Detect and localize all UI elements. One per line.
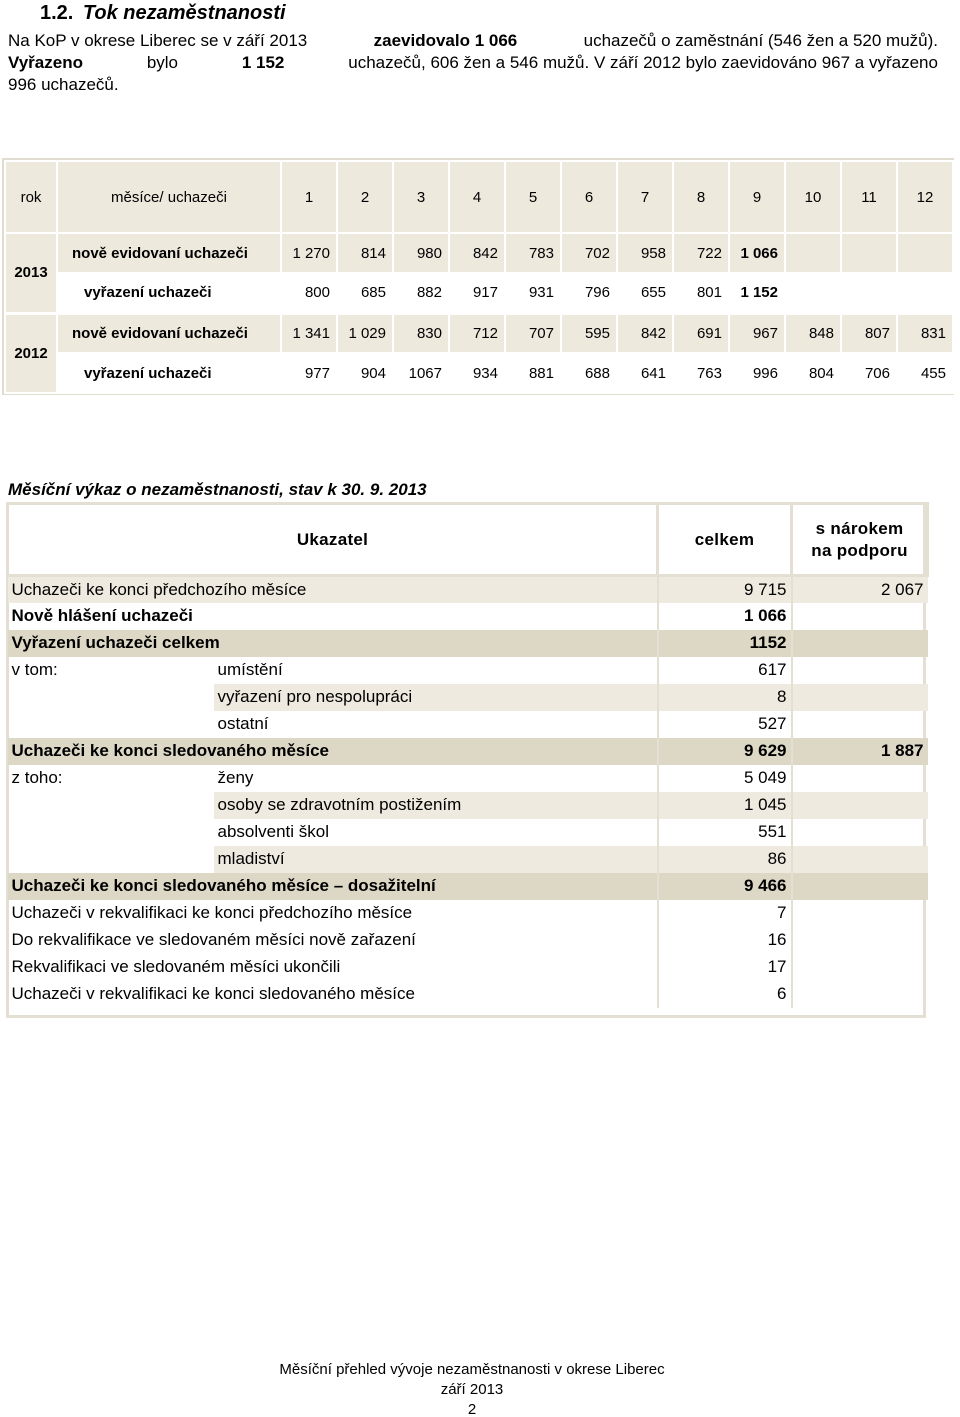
celkem-value: 551: [658, 819, 792, 846]
value-cell: 830: [393, 313, 449, 353]
narok-value: [792, 630, 928, 657]
value-cell: 848: [785, 313, 841, 353]
group-label: [8, 711, 214, 738]
narok-value: [792, 819, 928, 846]
value-cell: [841, 273, 897, 313]
group-label: [8, 846, 214, 873]
footer-title: Měsíční přehled vývoje nezaměstnanosti v okrese Liberec: [279, 1361, 665, 1378]
value-cell: 831: [897, 313, 953, 353]
header-cell: 2: [337, 161, 393, 233]
value-cell: 842: [449, 233, 505, 273]
header-cell: 10: [785, 161, 841, 233]
table1-header-row: [5, 161, 953, 233]
narok-value: [792, 981, 928, 1008]
value-cell: 917: [449, 273, 505, 313]
celkem-value: 9 466: [658, 873, 792, 900]
celkem-value: 1 066: [658, 603, 792, 630]
value-cell: 1 066: [729, 233, 785, 273]
table-row: [5, 353, 953, 393]
value-cell: 967: [729, 313, 785, 353]
table-row: [8, 576, 928, 603]
value-cell: 842: [617, 313, 673, 353]
table-row: [8, 954, 928, 981]
narok-value: 1 887: [792, 738, 928, 765]
celkem-value: 1 045: [658, 792, 792, 819]
value-cell: 804: [785, 353, 841, 393]
table-row: [8, 927, 928, 954]
value-cell: 455: [897, 353, 953, 393]
indicator-label: Uchazeči ke konci předchozího měsíce: [8, 576, 658, 603]
celkem-value: 9 715: [658, 576, 792, 603]
table-row: [8, 981, 928, 1008]
celkem-value: 9 629: [658, 738, 792, 765]
narok-value: [792, 603, 928, 630]
value-cell: 1 270: [281, 233, 337, 273]
intro-text: uchazečů, 606 žen a 546 mužů. V září 2012 bylo zaevidováno 967 a vyřazeno: [348, 53, 938, 72]
indicator-sublabel: osoby se zdravotním postižením: [214, 792, 658, 819]
row-label: vyřazení uchazeči: [57, 273, 281, 313]
indicator-sublabel: ženy: [217, 768, 254, 787]
header-cell: 4: [449, 161, 505, 233]
celkem-value: 86: [658, 846, 792, 873]
celkem-value: 6: [658, 981, 792, 1008]
indicator-sublabel: mladiství: [214, 846, 658, 873]
value-cell: 977: [281, 353, 337, 393]
intro-line-2: [8, 52, 938, 74]
intro-bold: zaevidovalo 1 066: [373, 31, 518, 50]
table2-header-row: [8, 504, 928, 576]
table-row: [8, 738, 928, 765]
table-row: [8, 819, 928, 846]
value-cell: 814: [337, 233, 393, 273]
narok-value: [792, 711, 928, 738]
value-cell: 882: [393, 273, 449, 313]
narok-value: 2 067: [792, 576, 928, 603]
intro-paragraph: [8, 30, 938, 96]
value-cell: 1 341: [281, 313, 337, 353]
value-cell: 706: [841, 353, 897, 393]
celkem-value: 527: [658, 711, 792, 738]
row-label: vyřazení uchazeči: [57, 353, 281, 393]
intro-text: Na KoP v okrese Liberec se v září 2013: [8, 31, 308, 50]
value-cell: 691: [673, 313, 729, 353]
value-cell: 783: [505, 233, 561, 273]
value-cell: 712: [449, 313, 505, 353]
table-row: [8, 711, 928, 738]
header-cell: 6: [561, 161, 617, 233]
narok-value: [792, 927, 928, 954]
header-cell: rok: [5, 161, 57, 233]
value-cell: 702: [561, 233, 617, 273]
indicator-label: Rekvalifikaci ve sledovaném měsíci ukončili: [11, 957, 341, 976]
table-row: [5, 233, 953, 273]
header-cell: 11: [841, 161, 897, 233]
page-footer: [0, 1360, 944, 1417]
header-cell: 12: [897, 161, 953, 233]
value-cell: 685: [337, 273, 393, 313]
header-cell: 5: [505, 161, 561, 233]
header-narok: [792, 504, 928, 576]
table-row: [8, 846, 928, 873]
value-cell: 641: [617, 353, 673, 393]
value-cell: 796: [561, 273, 617, 313]
value-cell: 931: [505, 273, 561, 313]
header-cell: 9: [729, 161, 785, 233]
celkem-value: 617: [658, 657, 792, 684]
value-cell: [897, 273, 953, 313]
intro-line-1: [8, 30, 938, 52]
table-row: [8, 630, 928, 657]
indicator-label: Nově hlášení uchazeči: [11, 606, 193, 625]
table-row: [8, 900, 928, 927]
header-celkem: celkem: [658, 504, 792, 576]
indicator-label: Do rekvalifikace ve sledovaném měsíci nově zařazení: [11, 930, 416, 949]
table-row: [5, 273, 953, 313]
narok-value: [792, 684, 928, 711]
table-row: [8, 873, 928, 900]
celkem-value: 16: [658, 927, 792, 954]
value-cell: 807: [841, 313, 897, 353]
row-label: nově evidovaní uchazeči: [57, 313, 281, 353]
celkem-value: 7: [658, 900, 792, 927]
value-cell: 595: [561, 313, 617, 353]
value-cell: 904: [337, 353, 393, 393]
indicator-label: Uchazeči v rekvalifikaci ke konci předchozího měsíce: [11, 903, 413, 922]
value-cell: [897, 233, 953, 273]
indicator-sublabel: vyřazení pro nespolupráci: [214, 684, 658, 711]
value-cell: [785, 273, 841, 313]
value-cell: 1067: [393, 353, 449, 393]
header-cell: 3: [393, 161, 449, 233]
row-label: nově evidovaní uchazeči: [57, 233, 281, 273]
indicator-label: Uchazeči ke konci sledovaného měsíce: [8, 738, 658, 765]
narok-value: [792, 657, 928, 684]
value-cell: 881: [505, 353, 561, 393]
narok-value: [792, 873, 928, 900]
value-cell: [785, 233, 841, 273]
group-label: [8, 792, 214, 819]
intro-bold: Vyřazeno: [8, 53, 83, 72]
table2-caption: Měsíční výkaz o nezaměstnanosti, stav k 30. 9. 2013: [8, 480, 427, 499]
value-cell: 800: [281, 273, 337, 313]
celkem-value: 8: [658, 684, 792, 711]
narok-value: [792, 900, 928, 927]
monthly-flow-table: [4, 160, 954, 394]
header-cell: 1: [281, 161, 337, 233]
value-cell: 707: [505, 313, 561, 353]
group-label: [8, 819, 214, 846]
table-row: [8, 657, 928, 684]
value-cell: [841, 233, 897, 273]
indicator-label: Uchazeči v rekvalifikaci ke konci sledovaného měsíce: [11, 984, 415, 1003]
value-cell: 996: [729, 353, 785, 393]
value-cell: 763: [673, 353, 729, 393]
group-label: [8, 684, 214, 711]
intro-line-3: 996 uchazečů.: [8, 75, 119, 94]
header-ukazatel: Ukazatel: [8, 504, 658, 576]
value-cell: 688: [561, 353, 617, 393]
section-number: 1.2.: [40, 2, 74, 24]
value-cell: 655: [617, 273, 673, 313]
value-cell: 801: [673, 273, 729, 313]
header-cell: měsíce/ uchazeči: [57, 161, 281, 233]
section-heading: [40, 2, 286, 25]
group-label: v tom:: [11, 660, 58, 679]
table-row: [8, 603, 928, 630]
table-row: [5, 313, 953, 353]
intro-text: bylo: [146, 53, 178, 72]
value-cell: 722: [673, 233, 729, 273]
indicator-sublabel: ostatní: [217, 714, 269, 733]
indicator-label: Vyřazení uchazeči celkem: [8, 630, 658, 657]
header-narok-line2: na podporu: [811, 540, 908, 560]
narok-value: [792, 792, 928, 819]
value-cell: 958: [617, 233, 673, 273]
indicator-sublabel: absolventi škol: [217, 822, 330, 841]
header-cell: 7: [617, 161, 673, 233]
intro-bold: 1 152: [241, 53, 285, 72]
year-cell: 2013: [5, 233, 57, 313]
indicator-label: Uchazeči ke konci sledovaného měsíce – dosažitelní: [8, 873, 658, 900]
section-title: Tok nezaměstnanosti: [82, 2, 286, 24]
celkem-value: 17: [658, 954, 792, 981]
value-cell: 1 152: [729, 273, 785, 313]
group-label: z toho:: [11, 768, 63, 787]
year-cell: 2012: [5, 313, 57, 393]
value-cell: 934: [449, 353, 505, 393]
value-cell: 1 029: [337, 313, 393, 353]
celkem-value: 5 049: [658, 765, 792, 792]
value-cell: 980: [393, 233, 449, 273]
narok-value: [792, 765, 928, 792]
table-row: [8, 792, 928, 819]
monthly-report-table: [6, 502, 929, 1008]
table-row: [8, 684, 928, 711]
page-number: 2: [467, 1401, 477, 1417]
header-cell: 8: [673, 161, 729, 233]
indicator-sublabel: umístění: [217, 660, 283, 679]
narok-value: [792, 846, 928, 873]
intro-text: uchazečů o zaměstnání (546 žen a 520 mužů).: [583, 31, 938, 50]
table-row: [8, 765, 928, 792]
footer-date: září 2013: [440, 1381, 504, 1398]
narok-value: [792, 954, 928, 981]
header-narok-line1: s nárokem: [815, 518, 904, 538]
celkem-value: 1152: [658, 630, 792, 657]
